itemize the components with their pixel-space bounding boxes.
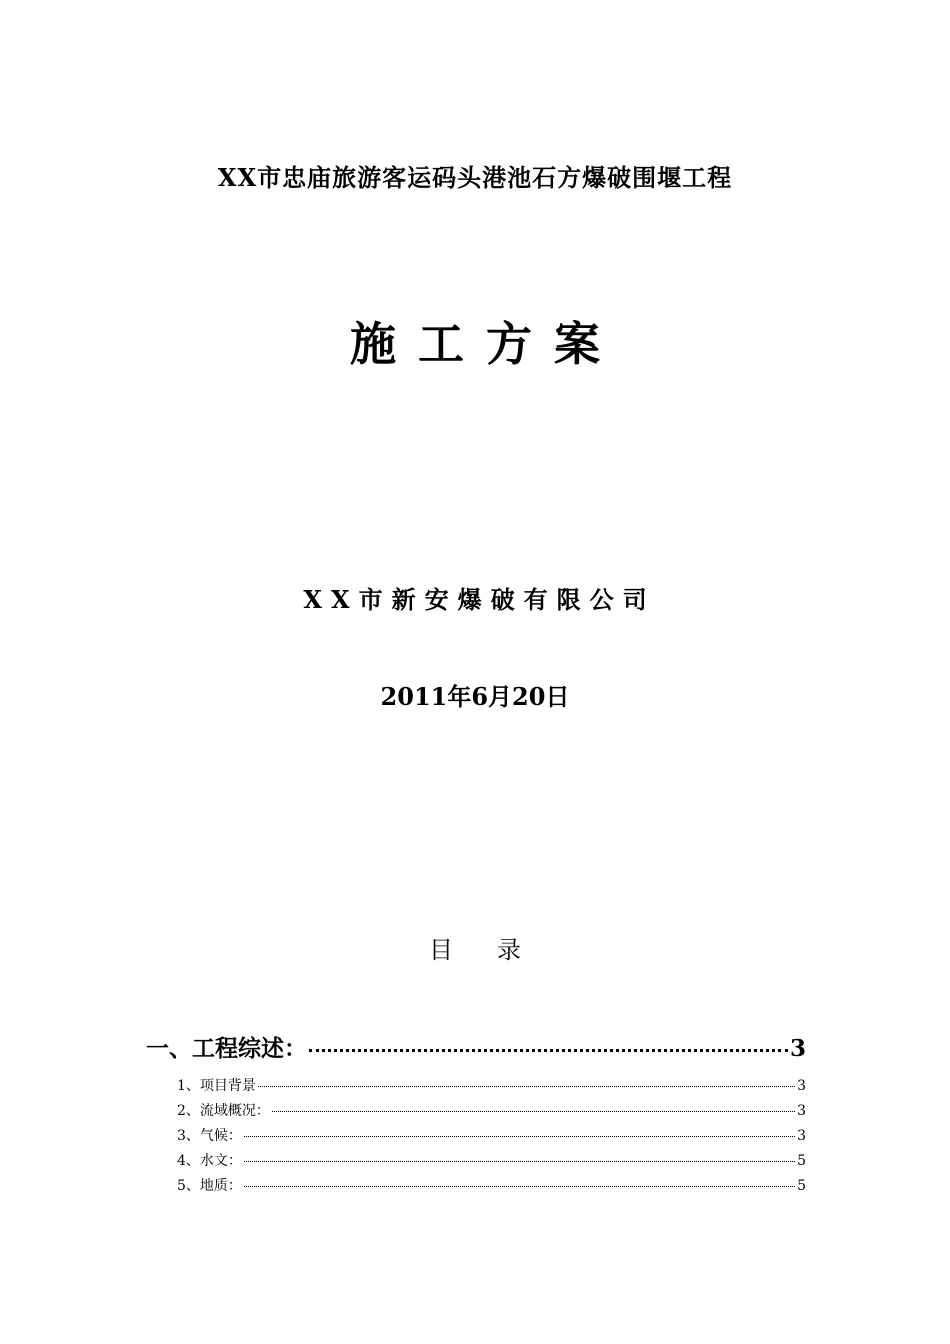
company-name: XX市新安爆破有限公司	[303, 585, 656, 614]
toc-leader-dots	[244, 1136, 795, 1137]
toc-entry-label: 1、项目背景	[177, 1078, 256, 1094]
toc-entry[interactable]	[177, 1150, 806, 1170]
toc-leader-dots	[309, 1049, 788, 1052]
toc-entry-page: 3	[797, 1078, 806, 1094]
toc-entry-label: 5、地质：	[177, 1178, 242, 1194]
toc-entry-label: 一、工程综述：	[146, 1035, 307, 1062]
toc-leader-dots	[258, 1086, 795, 1087]
toc-entry-page: 3	[789, 1035, 806, 1062]
toc-entry[interactable]	[177, 1075, 806, 1095]
toc-entry-label: 4、水文：	[177, 1153, 242, 1169]
toc-entry[interactable]	[177, 1125, 806, 1145]
toc-entry-page: 5	[797, 1178, 806, 1194]
toc-entry-page: 3	[797, 1128, 806, 1144]
toc-leader-dots	[272, 1111, 795, 1112]
toc-leader-dots	[244, 1186, 795, 1187]
document-title: 施工方案	[350, 317, 622, 371]
toc-entry[interactable]	[177, 1175, 806, 1195]
project-title: XX市忠庙旅游客运码头港池石方爆破围堰工程	[217, 163, 733, 192]
toc-entry-label: 3、气候：	[177, 1128, 242, 1144]
toc-entry-label: 2、流域概况：	[177, 1103, 270, 1119]
toc-entry-page: 3	[797, 1103, 806, 1119]
toc-entry-level1[interactable]	[146, 1030, 806, 1063]
toc-leader-dots	[244, 1161, 795, 1162]
toc-entry[interactable]	[177, 1100, 806, 1120]
toc-title: 目录	[429, 936, 565, 964]
document-date: 2011年6月20日	[380, 682, 570, 711]
toc-entry-page: 5	[797, 1153, 806, 1169]
